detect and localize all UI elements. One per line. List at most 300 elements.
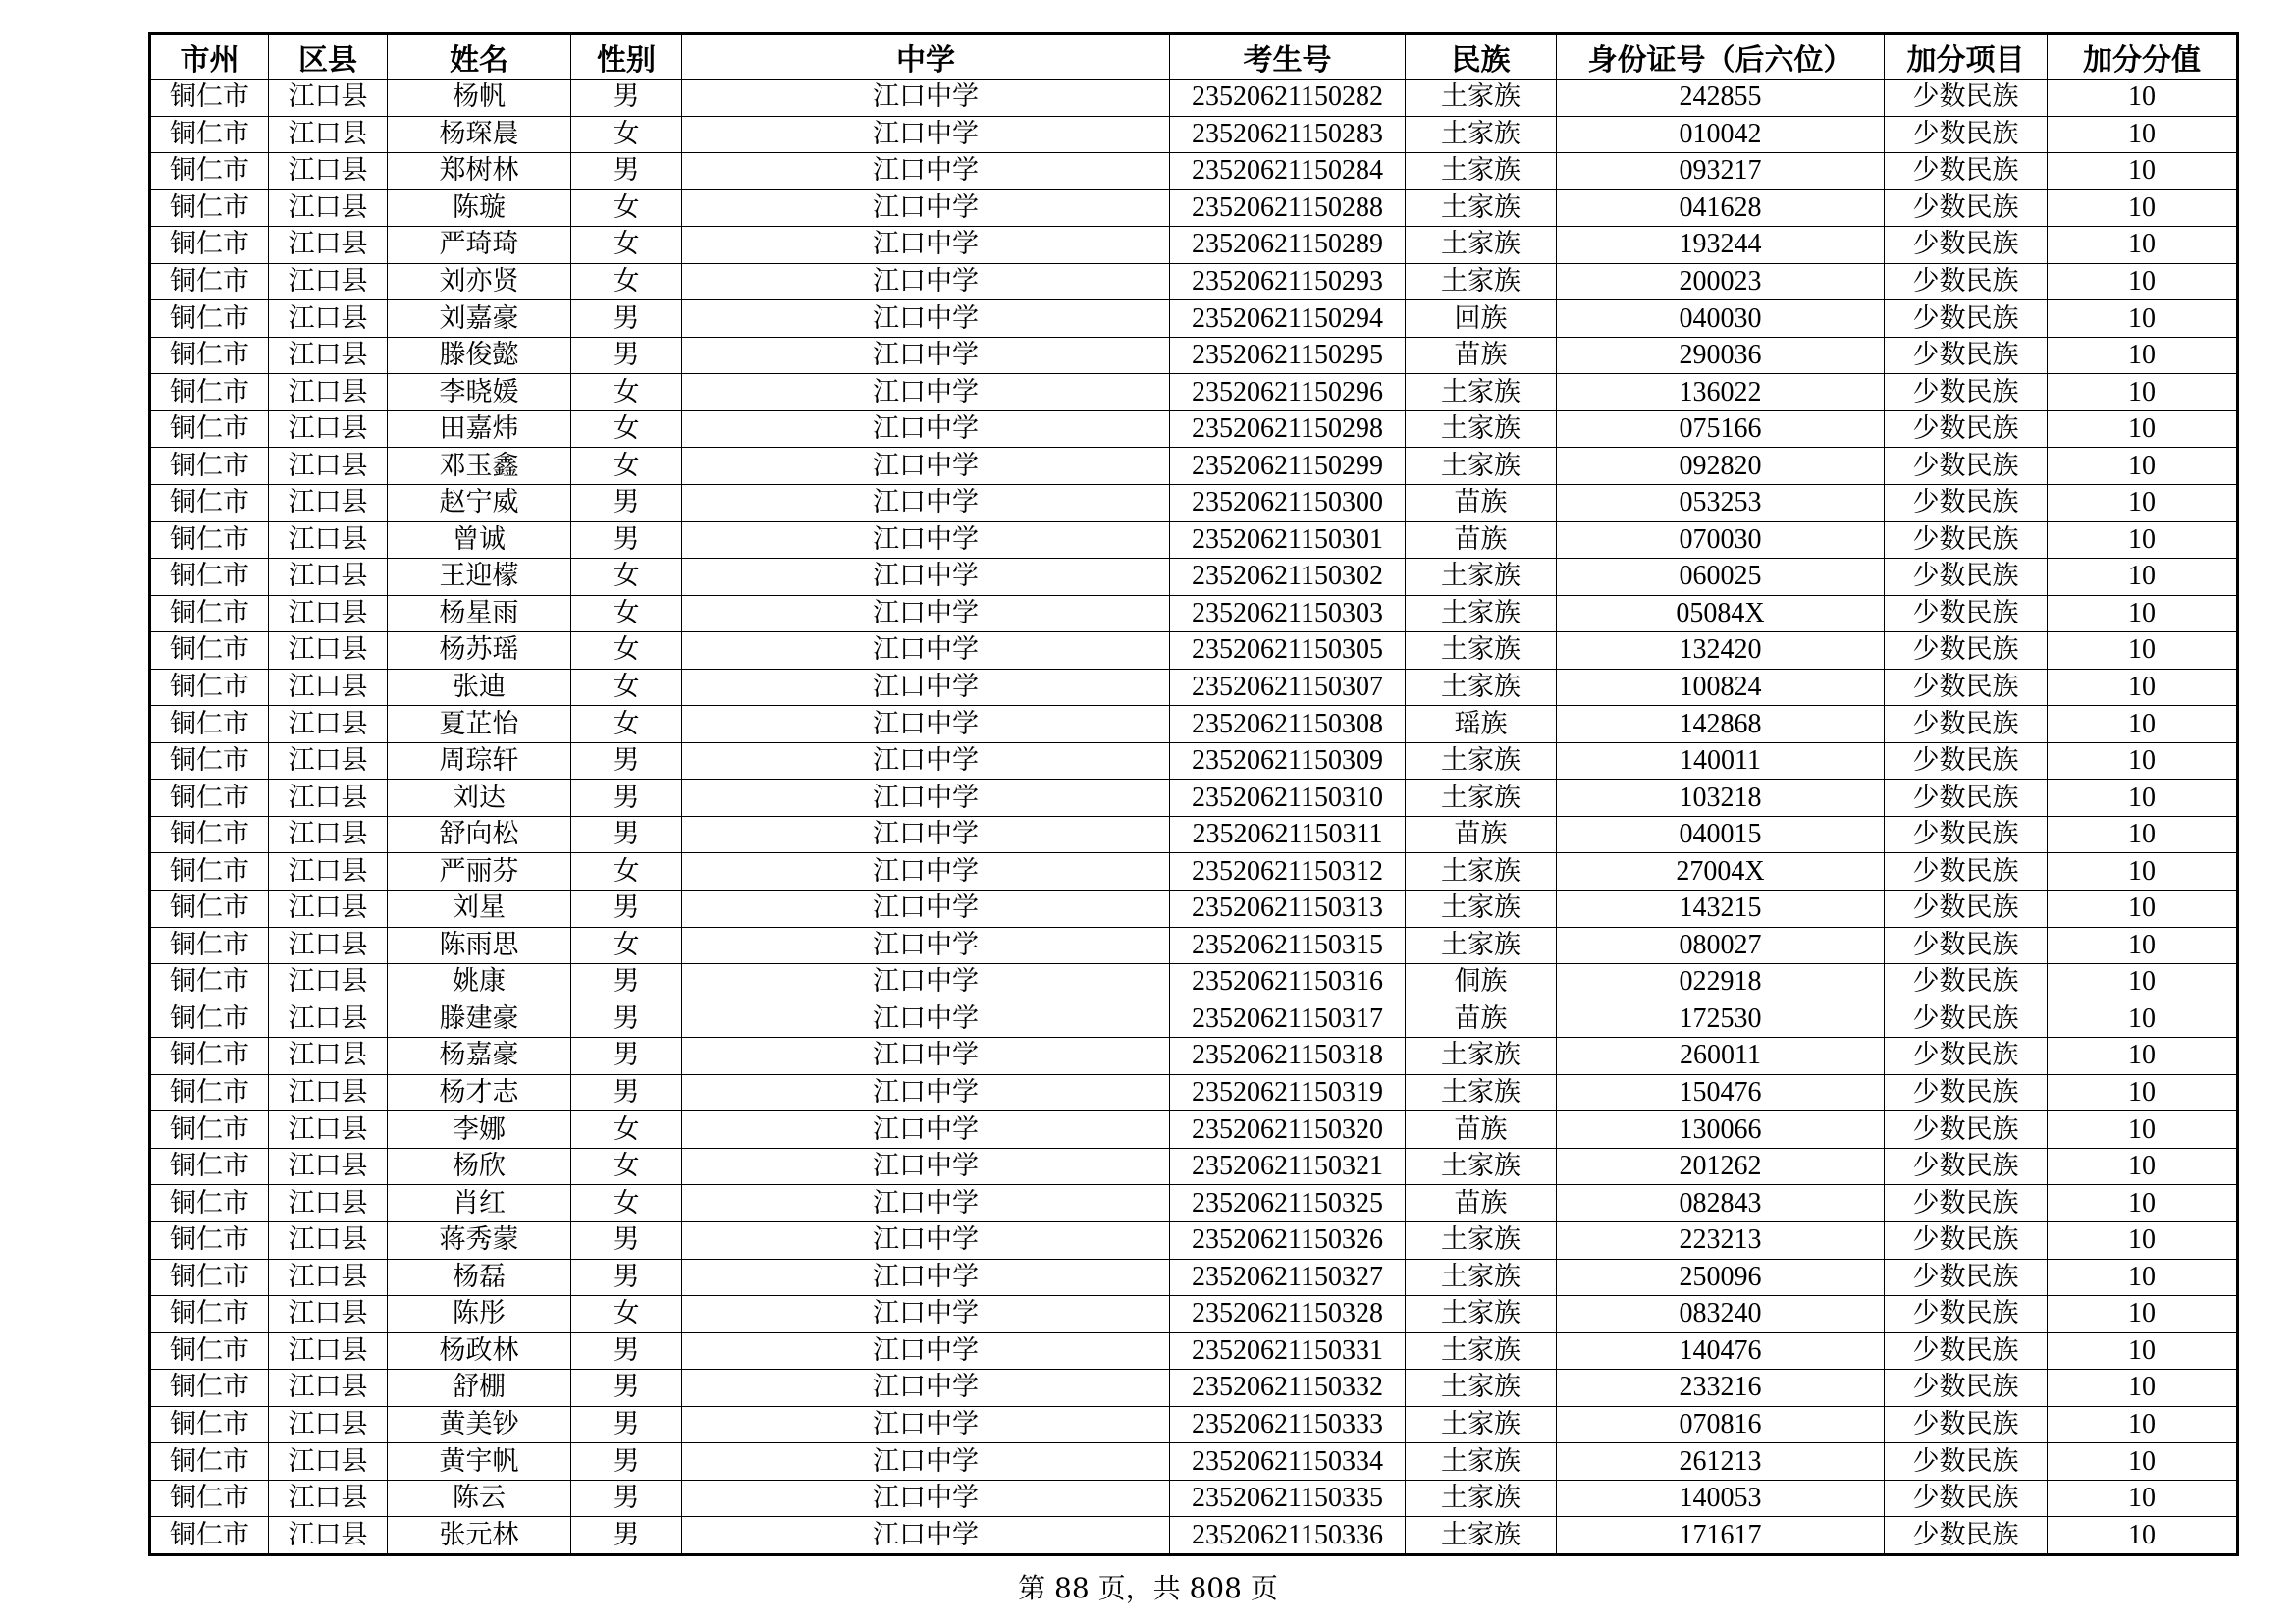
- cell-col-id-last-six: 080027: [1557, 927, 1885, 964]
- cell-col-school: 江口中学: [682, 116, 1170, 153]
- cell-col-bonus-value: 10: [2048, 1038, 2238, 1075]
- table-row: [150, 1296, 2238, 1333]
- cell-col-county: 江口县: [269, 632, 388, 670]
- cell-col-ethnicity: 土家族: [1406, 1480, 1557, 1517]
- cell-col-name: 刘亦贤: [388, 263, 571, 300]
- cell-col-city: 铜仁市: [150, 1443, 269, 1481]
- cell-col-exam-number: 23520621150288: [1170, 189, 1406, 227]
- cell-col-school: 江口中学: [682, 337, 1170, 374]
- cell-col-county: 江口县: [269, 410, 388, 448]
- cell-col-bonus-value: 10: [2048, 964, 2238, 1001]
- cell-col-gender: 女: [571, 116, 682, 153]
- cell-col-exam-number: 23520621150331: [1170, 1332, 1406, 1370]
- cell-col-ethnicity: 土家族: [1406, 189, 1557, 227]
- cell-col-name: 刘达: [388, 780, 571, 817]
- cell-col-county: 江口县: [269, 1480, 388, 1517]
- cell-col-county: 江口县: [269, 521, 388, 559]
- cell-col-exam-number: 23520621150299: [1170, 448, 1406, 485]
- cell-col-name: 肖红: [388, 1185, 571, 1222]
- cell-col-gender: 男: [571, 780, 682, 817]
- cell-col-exam-number: 23520621150325: [1170, 1185, 1406, 1222]
- cell-col-ethnicity: 土家族: [1406, 1517, 1557, 1555]
- cell-col-ethnicity: 土家族: [1406, 448, 1557, 485]
- cell-col-city: 铜仁市: [150, 1259, 269, 1296]
- cell-col-ethnicity: 苗族: [1406, 337, 1557, 374]
- cell-col-id-last-six: 27004X: [1557, 853, 1885, 891]
- cell-col-name: 杨帆: [388, 80, 571, 117]
- cell-col-bonus-item: 少数民族: [1885, 263, 2048, 300]
- cell-col-city: 铜仁市: [150, 521, 269, 559]
- cell-col-school: 江口中学: [682, 632, 1170, 670]
- cell-col-ethnicity: 土家族: [1406, 374, 1557, 411]
- cell-col-id-last-six: 150476: [1557, 1074, 1885, 1111]
- cell-col-name: 严琦琦: [388, 227, 571, 264]
- cell-col-gender: 女: [571, 189, 682, 227]
- table-row: [150, 1111, 2238, 1149]
- cell-col-name: 杨政林: [388, 1332, 571, 1370]
- cell-col-id-last-six: 140011: [1557, 742, 1885, 780]
- cell-col-city: 铜仁市: [150, 410, 269, 448]
- cell-col-name: 严丽芬: [388, 853, 571, 891]
- cell-col-id-last-six: 093217: [1557, 153, 1885, 190]
- cell-col-ethnicity: 土家族: [1406, 595, 1557, 632]
- cell-col-exam-number: 23520621150294: [1170, 300, 1406, 338]
- cell-col-name: 滕建豪: [388, 1001, 571, 1038]
- cell-col-gender: 女: [571, 559, 682, 596]
- cell-col-bonus-value: 10: [2048, 1480, 2238, 1517]
- cell-col-name: 滕俊懿: [388, 337, 571, 374]
- cell-col-bonus-item: 少数民族: [1885, 780, 2048, 817]
- cell-col-city: 铜仁市: [150, 1038, 269, 1075]
- cell-col-county: 江口县: [269, 1221, 388, 1259]
- cell-col-bonus-item: 少数民族: [1885, 189, 2048, 227]
- header-col-name: 姓名: [388, 34, 571, 80]
- table-row: [150, 80, 2238, 117]
- cell-col-id-last-six: 172530: [1557, 1001, 1885, 1038]
- cell-col-ethnicity: 苗族: [1406, 1185, 1557, 1222]
- cell-col-bonus-item: 少数民族: [1885, 742, 2048, 780]
- cell-col-school: 江口中学: [682, 1185, 1170, 1222]
- cell-col-gender: 男: [571, 1221, 682, 1259]
- cell-col-county: 江口县: [269, 706, 388, 743]
- table-row: [150, 1259, 2238, 1296]
- cell-col-bonus-value: 10: [2048, 1296, 2238, 1333]
- cell-col-name: 杨星雨: [388, 595, 571, 632]
- cell-col-gender: 女: [571, 632, 682, 670]
- cell-col-ethnicity: 土家族: [1406, 1148, 1557, 1185]
- cell-col-bonus-value: 10: [2048, 448, 2238, 485]
- cell-col-school: 江口中学: [682, 1221, 1170, 1259]
- cell-col-city: 铜仁市: [150, 1074, 269, 1111]
- table-row: [150, 1001, 2238, 1038]
- cell-col-city: 铜仁市: [150, 780, 269, 817]
- cell-col-ethnicity: 土家族: [1406, 227, 1557, 264]
- cell-col-bonus-value: 10: [2048, 263, 2238, 300]
- cell-col-id-last-six: 290036: [1557, 337, 1885, 374]
- cell-col-school: 江口中学: [682, 780, 1170, 817]
- table-row: [150, 374, 2238, 411]
- cell-col-county: 江口县: [269, 1332, 388, 1370]
- cell-col-county: 江口县: [269, 853, 388, 891]
- cell-col-bonus-value: 10: [2048, 927, 2238, 964]
- cell-col-bonus-item: 少数民族: [1885, 595, 2048, 632]
- cell-col-exam-number: 23520621150333: [1170, 1406, 1406, 1443]
- cell-col-id-last-six: 142868: [1557, 706, 1885, 743]
- cell-col-bonus-item: 少数民族: [1885, 1259, 2048, 1296]
- cell-col-school: 江口中学: [682, 1296, 1170, 1333]
- table-row: [150, 485, 2238, 522]
- cell-col-city: 铜仁市: [150, 1296, 269, 1333]
- cell-col-exam-number: 23520621150315: [1170, 927, 1406, 964]
- cell-col-gender: 男: [571, 153, 682, 190]
- table-row: [150, 1148, 2238, 1185]
- cell-col-county: 江口县: [269, 1517, 388, 1555]
- cell-col-county: 江口县: [269, 263, 388, 300]
- cell-col-city: 铜仁市: [150, 816, 269, 853]
- cell-col-id-last-six: 136022: [1557, 374, 1885, 411]
- cell-col-city: 铜仁市: [150, 485, 269, 522]
- cell-col-bonus-item: 少数民族: [1885, 116, 2048, 153]
- table-row: [150, 189, 2238, 227]
- cell-col-bonus-value: 10: [2048, 816, 2238, 853]
- table-row: [150, 1038, 2238, 1075]
- header-col-id-last-six: 身份证号（后六位）: [1557, 34, 1885, 80]
- cell-col-bonus-item: 少数民族: [1885, 1185, 2048, 1222]
- table-row: [150, 263, 2238, 300]
- cell-col-ethnicity: 回族: [1406, 300, 1557, 338]
- table-row: [150, 1221, 2238, 1259]
- cell-col-city: 铜仁市: [150, 337, 269, 374]
- cell-col-bonus-value: 10: [2048, 1406, 2238, 1443]
- cell-col-id-last-six: 132420: [1557, 632, 1885, 670]
- cell-col-school: 江口中学: [682, 742, 1170, 780]
- cell-col-ethnicity: 苗族: [1406, 521, 1557, 559]
- cell-col-exam-number: 23520621150302: [1170, 559, 1406, 596]
- cell-col-bonus-value: 10: [2048, 1111, 2238, 1149]
- cell-col-exam-number: 23520621150298: [1170, 410, 1406, 448]
- cell-col-ethnicity: 苗族: [1406, 485, 1557, 522]
- cell-col-ethnicity: 土家族: [1406, 1259, 1557, 1296]
- bonus-points-table: [148, 32, 2239, 1556]
- cell-col-exam-number: 23520621150309: [1170, 742, 1406, 780]
- cell-col-city: 铜仁市: [150, 1517, 269, 1555]
- cell-col-school: 江口中学: [682, 1480, 1170, 1517]
- cell-col-id-last-six: 083240: [1557, 1296, 1885, 1333]
- cell-col-county: 江口县: [269, 80, 388, 117]
- cell-col-county: 江口县: [269, 780, 388, 817]
- cell-col-city: 铜仁市: [150, 1480, 269, 1517]
- table-row: [150, 300, 2238, 338]
- cell-col-name: 张迪: [388, 669, 571, 706]
- cell-col-school: 江口中学: [682, 1038, 1170, 1075]
- cell-col-bonus-value: 10: [2048, 521, 2238, 559]
- cell-col-exam-number: 23520621150311: [1170, 816, 1406, 853]
- cell-col-gender: 女: [571, 1111, 682, 1149]
- cell-col-city: 铜仁市: [150, 706, 269, 743]
- page-footer: 第 88 页，共 808 页: [1018, 1572, 1278, 1604]
- cell-col-bonus-value: 10: [2048, 1001, 2238, 1038]
- cell-col-bonus-item: 少数民族: [1885, 80, 2048, 117]
- cell-col-exam-number: 23520621150328: [1170, 1296, 1406, 1333]
- cell-col-bonus-value: 10: [2048, 1074, 2238, 1111]
- cell-col-gender: 男: [571, 964, 682, 1001]
- cell-col-city: 铜仁市: [150, 1221, 269, 1259]
- cell-col-gender: 女: [571, 927, 682, 964]
- table-row: [150, 1185, 2238, 1222]
- cell-col-id-last-six: 100824: [1557, 669, 1885, 706]
- cell-col-county: 江口县: [269, 1406, 388, 1443]
- cell-col-id-last-six: 261213: [1557, 1443, 1885, 1481]
- cell-col-id-last-six: 053253: [1557, 485, 1885, 522]
- cell-col-exam-number: 23520621150313: [1170, 891, 1406, 928]
- cell-col-exam-number: 23520621150296: [1170, 374, 1406, 411]
- cell-col-name: 陈彤: [388, 1296, 571, 1333]
- cell-col-bonus-value: 10: [2048, 706, 2238, 743]
- cell-col-bonus-value: 10: [2048, 1370, 2238, 1407]
- cell-col-name: 杨才志: [388, 1074, 571, 1111]
- cell-col-name: 刘嘉豪: [388, 300, 571, 338]
- cell-col-id-last-six: 040015: [1557, 816, 1885, 853]
- cell-col-school: 江口中学: [682, 706, 1170, 743]
- cell-col-county: 江口县: [269, 1370, 388, 1407]
- cell-col-gender: 男: [571, 891, 682, 928]
- cell-col-school: 江口中学: [682, 1406, 1170, 1443]
- cell-col-name: 郑树林: [388, 153, 571, 190]
- cell-col-city: 铜仁市: [150, 80, 269, 117]
- cell-col-ethnicity: 土家族: [1406, 853, 1557, 891]
- header-col-school: 中学: [682, 34, 1170, 80]
- cell-col-gender: 男: [571, 80, 682, 117]
- cell-col-gender: 女: [571, 227, 682, 264]
- cell-col-county: 江口县: [269, 595, 388, 632]
- cell-col-ethnicity: 土家族: [1406, 410, 1557, 448]
- cell-col-name: 刘星: [388, 891, 571, 928]
- cell-col-city: 铜仁市: [150, 153, 269, 190]
- header-col-county: 区县: [269, 34, 388, 80]
- cell-col-city: 铜仁市: [150, 964, 269, 1001]
- table-row: [150, 153, 2238, 190]
- cell-col-gender: 女: [571, 1185, 682, 1222]
- cell-col-bonus-value: 10: [2048, 337, 2238, 374]
- cell-col-school: 江口中学: [682, 964, 1170, 1001]
- cell-col-name: 李娜: [388, 1111, 571, 1149]
- table-row: [150, 816, 2238, 853]
- cell-col-county: 江口县: [269, 964, 388, 1001]
- cell-col-id-last-six: 223213: [1557, 1221, 1885, 1259]
- cell-col-school: 江口中学: [682, 263, 1170, 300]
- cell-col-county: 江口县: [269, 300, 388, 338]
- cell-col-gender: 男: [571, 300, 682, 338]
- cell-col-school: 江口中学: [682, 1443, 1170, 1481]
- cell-col-city: 铜仁市: [150, 669, 269, 706]
- cell-col-county: 江口县: [269, 1001, 388, 1038]
- cell-col-bonus-item: 少数民族: [1885, 559, 2048, 596]
- cell-col-bonus-value: 10: [2048, 80, 2238, 117]
- cell-col-ethnicity: 土家族: [1406, 80, 1557, 117]
- cell-col-school: 江口中学: [682, 1259, 1170, 1296]
- cell-col-bonus-value: 10: [2048, 1332, 2238, 1370]
- cell-col-gender: 女: [571, 410, 682, 448]
- cell-col-bonus-item: 少数民族: [1885, 816, 2048, 853]
- cell-col-gender: 女: [571, 448, 682, 485]
- cell-col-ethnicity: 侗族: [1406, 964, 1557, 1001]
- cell-col-id-last-six: 140053: [1557, 1480, 1885, 1517]
- cell-col-id-last-six: 130066: [1557, 1111, 1885, 1149]
- cell-col-bonus-item: 少数民族: [1885, 1480, 2048, 1517]
- table-row: [150, 227, 2238, 264]
- cell-col-school: 江口中学: [682, 1001, 1170, 1038]
- cell-col-id-last-six: 233216: [1557, 1370, 1885, 1407]
- cell-col-bonus-item: 少数民族: [1885, 927, 2048, 964]
- cell-col-exam-number: 23520621150282: [1170, 80, 1406, 117]
- cell-col-county: 江口县: [269, 227, 388, 264]
- cell-col-id-last-six: 075166: [1557, 410, 1885, 448]
- cell-col-gender: 女: [571, 263, 682, 300]
- cell-col-ethnicity: 土家族: [1406, 1038, 1557, 1075]
- cell-col-ethnicity: 土家族: [1406, 669, 1557, 706]
- cell-col-city: 铜仁市: [150, 891, 269, 928]
- cell-col-name: 杨苏瑶: [388, 632, 571, 670]
- cell-col-gender: 女: [571, 595, 682, 632]
- cell-col-city: 铜仁市: [150, 559, 269, 596]
- cell-col-id-last-six: 040030: [1557, 300, 1885, 338]
- cell-col-school: 江口中学: [682, 300, 1170, 338]
- cell-col-ethnicity: 土家族: [1406, 153, 1557, 190]
- cell-col-id-last-six: 193244: [1557, 227, 1885, 264]
- cell-col-ethnicity: 土家族: [1406, 559, 1557, 596]
- cell-col-id-last-six: 070816: [1557, 1406, 1885, 1443]
- cell-col-bonus-value: 10: [2048, 1443, 2238, 1481]
- table-row: [150, 1480, 2238, 1517]
- cell-col-city: 铜仁市: [150, 1111, 269, 1149]
- cell-col-county: 江口县: [269, 1185, 388, 1222]
- cell-col-ethnicity: 瑶族: [1406, 706, 1557, 743]
- cell-col-gender: 女: [571, 374, 682, 411]
- cell-col-exam-number: 23520621150335: [1170, 1480, 1406, 1517]
- table-row: [150, 1406, 2238, 1443]
- cell-col-county: 江口县: [269, 1443, 388, 1481]
- cell-col-ethnicity: 土家族: [1406, 116, 1557, 153]
- cell-col-name: 黄宇帆: [388, 1443, 571, 1481]
- cell-col-county: 江口县: [269, 742, 388, 780]
- cell-col-name: 姚康: [388, 964, 571, 1001]
- cell-col-exam-number: 23520621150305: [1170, 632, 1406, 670]
- cell-col-school: 江口中学: [682, 153, 1170, 190]
- cell-col-ethnicity: 土家族: [1406, 263, 1557, 300]
- cell-col-bonus-item: 少数民族: [1885, 448, 2048, 485]
- cell-col-id-last-six: 250096: [1557, 1259, 1885, 1296]
- cell-col-id-last-six: 242855: [1557, 80, 1885, 117]
- table-row: [150, 742, 2238, 780]
- cell-col-gender: 男: [571, 1480, 682, 1517]
- cell-col-id-last-six: 060025: [1557, 559, 1885, 596]
- cell-col-gender: 男: [571, 485, 682, 522]
- cell-col-city: 铜仁市: [150, 1185, 269, 1222]
- table-body: [150, 80, 2238, 1555]
- cell-col-city: 铜仁市: [150, 1148, 269, 1185]
- cell-col-ethnicity: 土家族: [1406, 1296, 1557, 1333]
- cell-col-bonus-value: 10: [2048, 1185, 2238, 1222]
- cell-col-county: 江口县: [269, 891, 388, 928]
- cell-col-ethnicity: 土家族: [1406, 1370, 1557, 1407]
- cell-col-bonus-item: 少数民族: [1885, 632, 2048, 670]
- cell-col-id-last-six: 171617: [1557, 1517, 1885, 1555]
- cell-col-bonus-item: 少数民族: [1885, 706, 2048, 743]
- cell-col-exam-number: 23520621150317: [1170, 1001, 1406, 1038]
- cell-col-ethnicity: 土家族: [1406, 1406, 1557, 1443]
- cell-col-bonus-item: 少数民族: [1885, 1406, 2048, 1443]
- cell-col-county: 江口县: [269, 1148, 388, 1185]
- cell-col-id-last-six: 022918: [1557, 964, 1885, 1001]
- cell-col-bonus-value: 10: [2048, 780, 2238, 817]
- cell-col-gender: 男: [571, 1259, 682, 1296]
- cell-col-name: 赵宁威: [388, 485, 571, 522]
- cell-col-name: 田嘉炜: [388, 410, 571, 448]
- cell-col-bonus-item: 少数民族: [1885, 227, 2048, 264]
- cell-col-exam-number: 23520621150336: [1170, 1517, 1406, 1555]
- cell-col-city: 铜仁市: [150, 448, 269, 485]
- cell-col-bonus-item: 少数民族: [1885, 1221, 2048, 1259]
- cell-col-name: 蒋秀蒙: [388, 1221, 571, 1259]
- cell-col-name: 夏芷怡: [388, 706, 571, 743]
- cell-col-name: 杨欣: [388, 1148, 571, 1185]
- cell-col-exam-number: 23520621150307: [1170, 669, 1406, 706]
- cell-col-bonus-value: 10: [2048, 116, 2238, 153]
- table-row: [150, 780, 2238, 817]
- cell-col-ethnicity: 苗族: [1406, 1001, 1557, 1038]
- header-col-ethnicity: 民族: [1406, 34, 1557, 80]
- cell-col-county: 江口县: [269, 374, 388, 411]
- table-row: [150, 1517, 2238, 1555]
- cell-col-exam-number: 23520621150301: [1170, 521, 1406, 559]
- cell-col-gender: 男: [571, 1370, 682, 1407]
- cell-col-id-last-six: 041628: [1557, 189, 1885, 227]
- table-row: [150, 706, 2238, 743]
- cell-col-name: 邓玉鑫: [388, 448, 571, 485]
- cell-col-bonus-value: 10: [2048, 669, 2238, 706]
- table-row: [150, 116, 2238, 153]
- cell-col-name: 王迎檬: [388, 559, 571, 596]
- cell-col-exam-number: 23520621150319: [1170, 1074, 1406, 1111]
- table-row: [150, 853, 2238, 891]
- cell-col-ethnicity: 土家族: [1406, 632, 1557, 670]
- cell-col-bonus-value: 10: [2048, 300, 2238, 338]
- cell-col-bonus-item: 少数民族: [1885, 153, 2048, 190]
- cell-col-exam-number: 23520621150332: [1170, 1370, 1406, 1407]
- table-header-row: [150, 34, 2238, 80]
- cell-col-name: 陈雨思: [388, 927, 571, 964]
- cell-col-gender: 女: [571, 669, 682, 706]
- cell-col-ethnicity: 土家族: [1406, 1074, 1557, 1111]
- table-row: [150, 559, 2238, 596]
- cell-col-gender: 男: [571, 1038, 682, 1075]
- cell-col-city: 铜仁市: [150, 853, 269, 891]
- cell-col-ethnicity: 土家族: [1406, 891, 1557, 928]
- cell-col-school: 江口中学: [682, 80, 1170, 117]
- cell-col-gender: 女: [571, 1296, 682, 1333]
- cell-col-ethnicity: 苗族: [1406, 1111, 1557, 1149]
- cell-col-id-last-six: 070030: [1557, 521, 1885, 559]
- cell-col-bonus-item: 少数民族: [1885, 891, 2048, 928]
- cell-col-bonus-value: 10: [2048, 559, 2238, 596]
- cell-col-gender: 男: [571, 816, 682, 853]
- cell-col-id-last-six: 200023: [1557, 263, 1885, 300]
- cell-col-bonus-value: 10: [2048, 227, 2238, 264]
- cell-col-bonus-item: 少数民族: [1885, 485, 2048, 522]
- table-row: [150, 521, 2238, 559]
- cell-col-bonus-value: 10: [2048, 853, 2238, 891]
- cell-col-exam-number: 23520621150310: [1170, 780, 1406, 817]
